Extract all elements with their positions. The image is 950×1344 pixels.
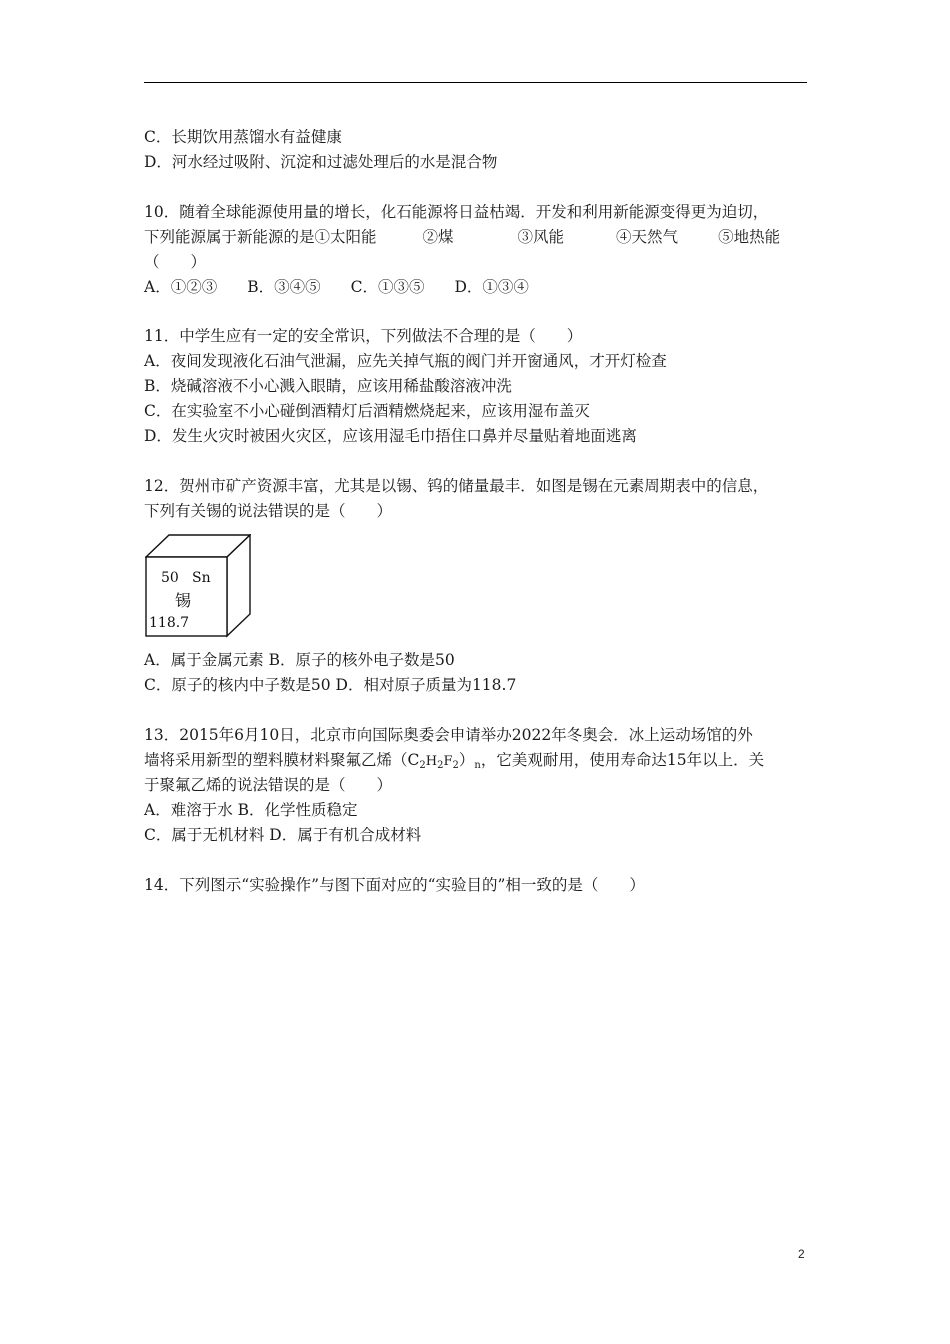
q9-option-d: D．河水经过吸附、沉淀和过滤处理后的水是混合物 xyxy=(144,153,498,171)
q11-option-b: B．烧碱溶液不小心溅入眼睛，应该用稀盐酸溶液冲洗 xyxy=(144,377,512,395)
q13-line2-prefix: 墙将采用新型的塑料膜材料聚氟乙烯（C xyxy=(144,751,420,769)
q12-options-ab: A．属于金属元素 B．原子的核外电子数是50 xyxy=(144,651,455,669)
formula-c-subscript: 2 xyxy=(419,760,426,771)
q10-options xyxy=(144,277,529,297)
q11-stem: 11．中学生应有一定的安全常识，下列做法不合理的是（ ） xyxy=(144,327,583,345)
q11-option-a: A．夜间发现液化石油气泄漏，应先关掉气瓶的阀门并开窗通风，才开灯检查 xyxy=(144,352,667,370)
formula-f-subscript: 2 xyxy=(452,760,459,771)
q14-stem: 14．下列图示“实验操作”与图下面对应的“实验目的”相一致的是（ ） xyxy=(144,876,645,894)
q10-option-c: C．①③⑤ xyxy=(350,278,425,296)
formula-close-paren: ） xyxy=(458,751,475,769)
q10-option-a: A．①②③ xyxy=(144,278,218,296)
q13-stem-line1: 13．2015年6月10日，北京市向国际奥委会申请举办2022年冬奥会．冰上运动场馆的外 xyxy=(144,726,753,744)
formula-n-subscript: n xyxy=(474,760,481,771)
q13-stem-line3: 于聚氟乙烯的说法错误的是（ ） xyxy=(144,776,393,794)
q10-choice-2: ②煤 xyxy=(422,228,454,246)
element-symbol: Sn xyxy=(192,570,211,586)
formula-f: F xyxy=(443,754,453,769)
q10-option-d: D．①③④ xyxy=(454,278,529,296)
q10-answer-bracket: （ ） xyxy=(144,253,207,271)
q10-option-b: B．③④⑤ xyxy=(247,278,321,296)
q9-option-c: C．长期饮用蒸馏水有益健康 xyxy=(144,128,342,146)
q13-options-cd: C．属于无机材料 D．属于有机合成材料 xyxy=(144,826,422,844)
q12-stem-line1: 12．贺州市矿产资源丰富，尤其是以锡、钨的储量最丰．如图是锡在元素周期表中的信息， xyxy=(144,477,769,495)
q11-option-c: C．在实验室不小心碰倒酒精灯后酒精燃烧起来，应该用湿布盖灭 xyxy=(144,402,590,420)
q10-choice-5: ⑤地热能 xyxy=(718,228,781,246)
element-atomic-number: 50 xyxy=(161,570,179,586)
formula-h: H xyxy=(425,754,438,769)
page-number: 2 xyxy=(798,1247,805,1261)
q10-stem-line1: 10．随着全球能源使用量的增长，化石能源将日益枯竭．开发和利用新能源变得更为迫切， xyxy=(144,203,769,221)
q10-choice-3: ③风能 xyxy=(517,228,565,246)
element-cell-drawing xyxy=(145,534,251,638)
q10-stem-line2 xyxy=(144,227,780,247)
header-rule xyxy=(144,82,807,83)
formula-h-subscript: 2 xyxy=(437,760,444,771)
element-atomic-mass: 118.7 xyxy=(149,615,190,631)
q13-options-ab: A．难溶于水 B．化学性质稳定 xyxy=(144,801,358,819)
q12-stem-line2: 下列有关锡的说法错误的是（ ） xyxy=(144,502,393,520)
q13-line2-suffix: ，它美观耐用，使用寿命达15年以上．关 xyxy=(480,751,765,769)
q10-prefix: 下列能源属于新能源的是①太阳能 xyxy=(144,228,377,246)
q11-option-d: D．发生火灾时被困火灾区，应该用湿毛巾捂住口鼻并尽量贴着地面逃离 xyxy=(144,427,637,445)
element-name: 锡 xyxy=(175,591,192,610)
q13-stem-line2 xyxy=(144,750,764,770)
tin-element-cell-figure xyxy=(145,534,251,638)
q10-choice-4: ④天然气 xyxy=(616,228,679,246)
q12-options-cd: C．原子的核内中子数是50 D．相对原子质量为118.7 xyxy=(144,676,517,694)
